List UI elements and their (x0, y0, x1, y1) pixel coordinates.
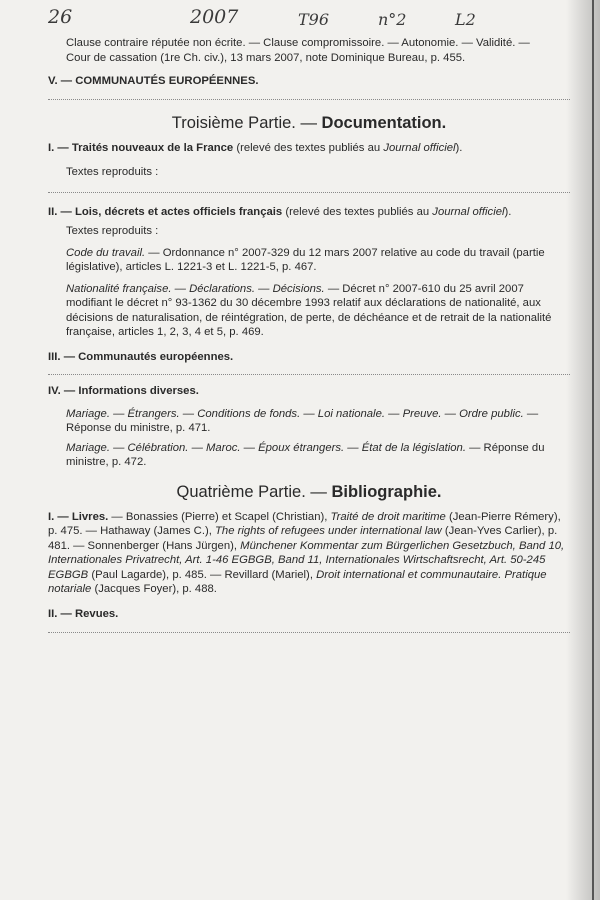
handwritten-note: T96 (298, 10, 330, 29)
bib-title: Münchener Kommentar zum Bürgerlichen Gesetzbuch, Band 10, Internationales Privatrecht, Art. 1-46 EGBGB, Band 11, Internationales Wirtschaftsrecht, Art. 50-245 EGBGB (48, 539, 565, 581)
bib-title: The rights of refugees under international law (215, 525, 442, 537)
section-heading (48, 141, 570, 156)
entry-title: Code du travail. (66, 246, 146, 259)
section-heading-text: (relevé des textes publiés au (233, 141, 384, 154)
section-heading (48, 74, 570, 89)
section-heading (48, 607, 570, 622)
section-heading (48, 384, 570, 399)
section-heading (48, 350, 570, 365)
entry-paragraph (48, 282, 570, 340)
bib-text: (Paul Lagarde), p. 485. — Revillard (Mariel), (88, 568, 317, 581)
entry-paragraph (48, 246, 570, 275)
page-binding-shadow (566, 0, 600, 900)
section-heading-bold: I. — Traités nouveaux de la France (48, 141, 234, 154)
section-heading-text: (relevé des textes publiés au (282, 205, 433, 218)
table-of-contents (48, 32, 570, 633)
section-heading-text: ). (504, 205, 512, 218)
bib-text: (Jean-Yves Carlier), p. 481. — Sonnenberger (Hans Jürgen), (48, 525, 558, 552)
bib-text: (Jacques Foyer), p. 488. (91, 583, 217, 595)
textes-reproduits: Textes reproduits : (66, 225, 159, 237)
bib-title: Droit international et communautaire. Pratique notariale (48, 568, 547, 595)
page-edge (592, 0, 594, 900)
part-title (48, 482, 570, 502)
bib-text: — Bonassies (Pierre) et Scapel (Christian), (108, 510, 331, 523)
entry-text: — Réponse du ministre, p. 471. (66, 407, 539, 434)
handwritten-note: L2 (455, 10, 476, 29)
section-heading-bold: I. — Livres. (48, 510, 109, 523)
dotted-divider (48, 99, 570, 100)
section-v-heading: V. — COMMUNAUTÉS EUROPÉENNES. (48, 75, 259, 87)
handwritten-note: n°2 (378, 10, 407, 29)
part-name: Documentation. (321, 113, 447, 132)
textes-reproduits: Textes reproduits : (66, 166, 159, 178)
entry-title: Mariage. — Étrangers. — Conditions de fonds. — Loi nationale. — Preuve. — Ordre public. (66, 407, 524, 420)
handwritten-annotations (40, 2, 560, 28)
dotted-divider (48, 374, 570, 375)
section-heading (48, 205, 570, 220)
section-heading-bold: II. — Lois, décrets et actes officiels français (48, 205, 283, 218)
part-title (48, 113, 570, 133)
dotted-divider (48, 632, 570, 633)
journal-name: Journal officiel (383, 141, 456, 154)
section-heading-bold: II. — Revues. (48, 607, 119, 620)
entry-title: Mariage. — Célébration. — Maroc. — Époux étrangers. — État de la législation. (66, 441, 466, 454)
handwritten-note: 26 (48, 6, 73, 28)
bib-text: (Jean-Pierre Rémery), p. 475. — Hathaway (James C.), (48, 510, 561, 537)
part-prefix: Quatrième Partie. — (176, 482, 332, 501)
entry-text: — Réponse du ministre, p. 472. (66, 441, 545, 468)
part-name: Bibliographie. (331, 482, 442, 501)
intro-line: Cour de cassation (1re Ch. civ.), 13 mars 2007, note Dominique Bureau, p. 455. (66, 51, 466, 64)
intro-paragraph (48, 36, 570, 65)
entry-text: — Décret n° 2007-610 du 25 avril 2007 modifiant le décret n° 93-1362 du 30 décembre 1993 relatif aux déclarations de nationalité, aux décisions de naturalisation, de réintégration, de perte, de déchéance et de retrait de la nationalité française, articles 1, 2, 3, 4 et 5, p. 469. (66, 282, 552, 338)
bib-title: Traité de droit maritime (330, 510, 446, 523)
journal-name: Journal officiel (432, 205, 505, 218)
handwritten-note: 2007 (190, 6, 239, 28)
entry-paragraph (48, 407, 570, 436)
entry-title: Nationalité française. — Déclarations. — Décisions. (66, 282, 325, 295)
section-heading-bold: IV. — Informations diverses. (48, 385, 199, 397)
bibliography-paragraph (48, 510, 570, 597)
entry-text: — Ordonnance n° 2007-329 du 12 mars 2007 relative au code du travail (partie législative), articles L. 1221-3 et L. 1221-5, p. 467. (66, 246, 545, 273)
part-prefix: Troisième Partie. — (171, 113, 322, 132)
intro-line: Clause contraire réputée non écrite. — Clause compromissoire. — Autonomie. — Validité. — (66, 37, 530, 49)
section-heading-text: ). (455, 141, 463, 154)
entry-paragraph (48, 441, 570, 470)
dotted-divider (48, 192, 570, 193)
section-heading-bold: III. — Communautés européennes. (48, 350, 234, 363)
